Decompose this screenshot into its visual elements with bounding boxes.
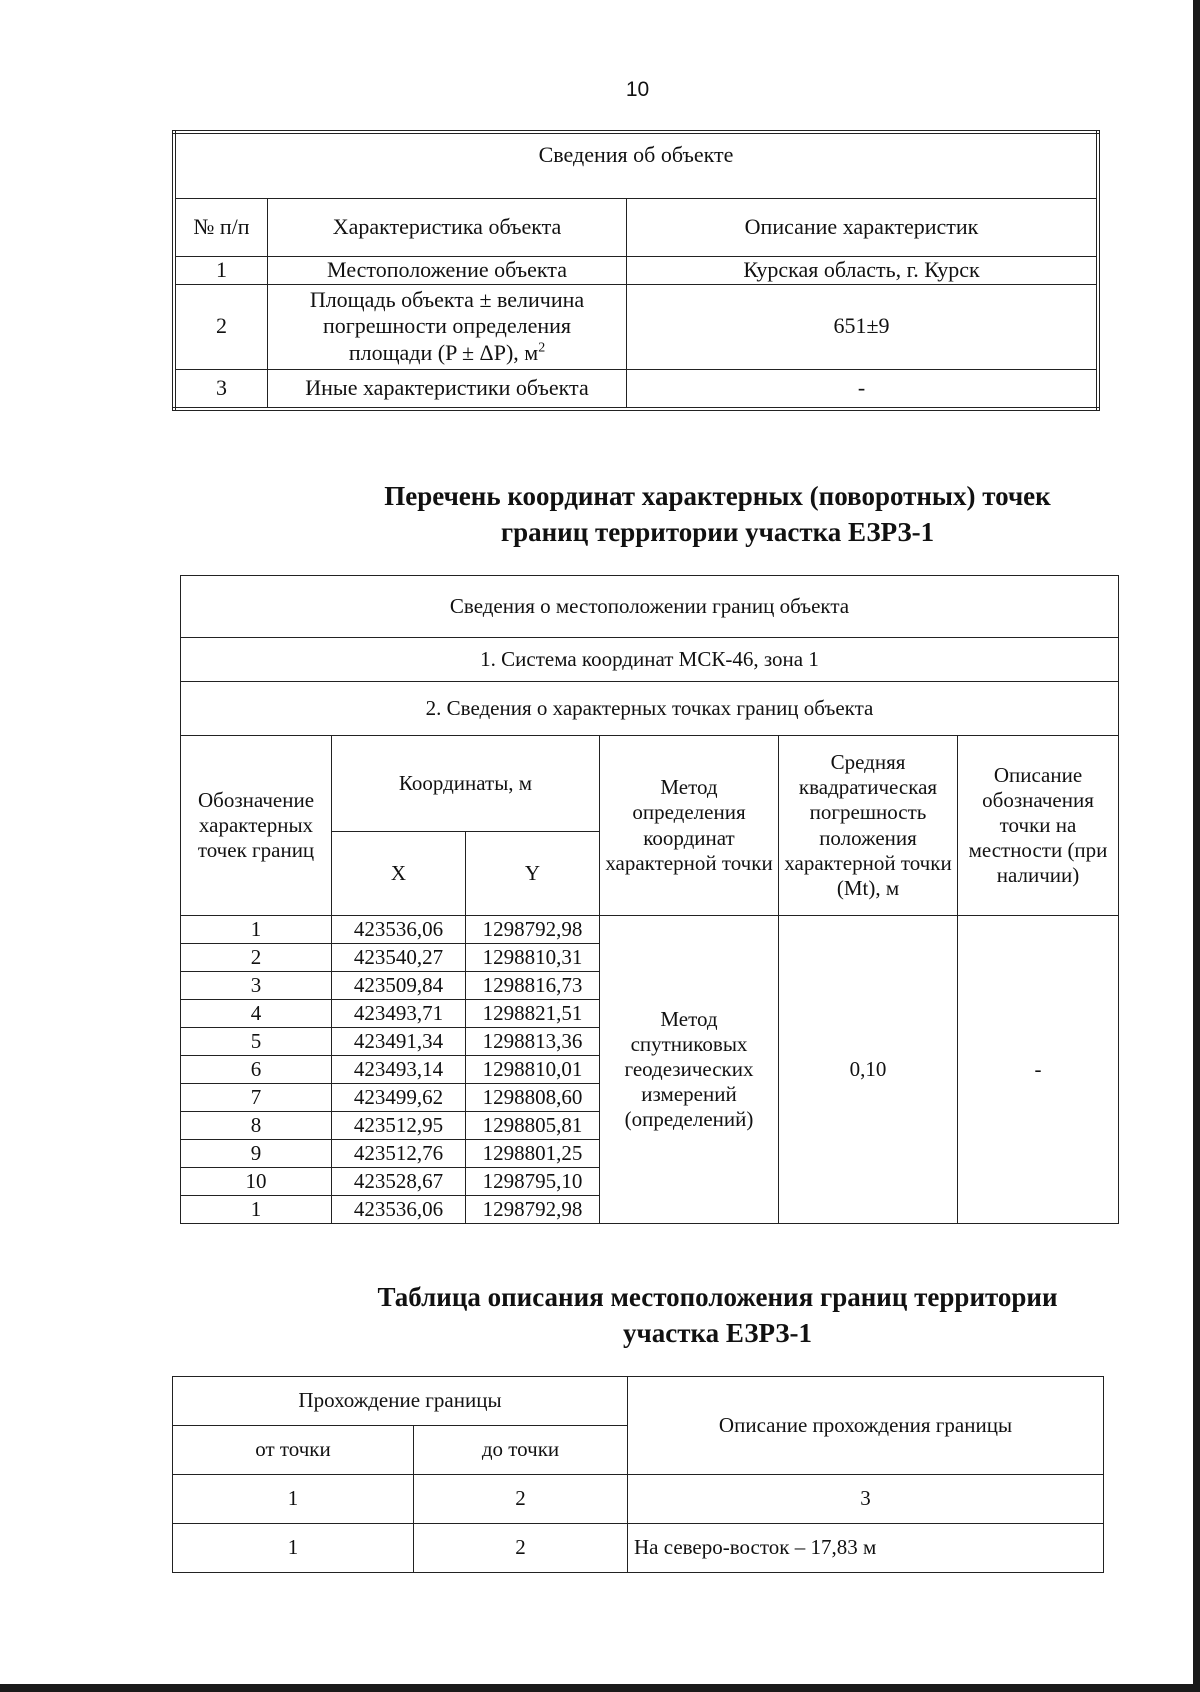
row-description: - [627,369,1099,409]
row-num: 2 [174,284,268,369]
point-x: 423493,71 [332,1000,466,1028]
col-header-point: Обозначение характерных точек границ [181,736,332,916]
page-edge-bottom [0,1684,1200,1692]
column-number: 1 [173,1475,414,1524]
point-label: 5 [181,1028,332,1056]
point-x: 423528,67 [332,1168,466,1196]
col-header-method: Метод определения координат характерной точки [600,736,779,916]
superscript: 2 [538,340,546,356]
point-x: 423536,06 [332,916,466,944]
point-label: 10 [181,1168,332,1196]
column-number: 3 [628,1475,1104,1524]
point-x: 423540,27 [332,944,466,972]
column-number: 2 [414,1475,628,1524]
point-y: 1298813,36 [466,1028,600,1056]
col-header-y: Y [466,832,600,916]
characteristic-line: площади (P ± ΔP), м [348,339,539,365]
col-header-from: от точки [173,1426,414,1475]
row-description: Курская область, г. Курск [627,256,1099,284]
table-row [173,1524,1104,1573]
point-x: 423491,34 [332,1028,466,1056]
point-label: 4 [181,1000,332,1028]
point-label: 8 [181,1112,332,1140]
point-y: 1298792,98 [466,916,600,944]
point-label: 2 [181,944,332,972]
col-header-description: Описание характеристик [627,198,1099,256]
characteristic-line: Площадь объекта ± величина [309,286,585,312]
point-label: 6 [181,1056,332,1084]
col-header-error: Средняя квадратическая погрешность положения характерной точки (Mt), м [779,736,958,916]
heading-line: границ территории участка ЕЗРЗ-1 [500,517,935,547]
heading-line: Перечень координат характерных (поворотных) точек [384,481,1051,511]
point-x: 423512,95 [332,1112,466,1140]
row-num: 1 [174,256,268,284]
point-x: 423512,76 [332,1140,466,1168]
col-header-passage: Прохождение границы [173,1377,628,1426]
object-info-table [172,130,1100,411]
point-y: 1298821,51 [466,1000,600,1028]
coordinate-system: 1. Система координат МСК-46, зона 1 [181,638,1119,682]
col-header-coords: Координаты, м [332,736,600,832]
col-header-to: до точки [414,1426,628,1475]
point-y: 1298792,98 [466,1196,600,1224]
row-characteristic: Местоположение объекта [268,256,627,284]
from-point: 1 [173,1524,414,1573]
point-label: 1 [181,916,332,944]
point-y: 1298805,81 [466,1112,600,1140]
point-label: 7 [181,1084,332,1112]
row-characteristic: Иные характеристики объекта [268,369,627,409]
coords-table-subtitle: 2. Сведения о характерных точках границ объекта [181,682,1119,736]
col-header-num: № п/п [174,198,268,256]
col-header-boundary-desc: Описание прохождения границы [628,1377,1104,1475]
point-x: 423499,62 [332,1084,466,1112]
col-header-characteristic: Характеристика объекта [268,198,627,256]
col-header-x: X [332,832,466,916]
table-row [174,369,1098,409]
point-label: 3 [181,972,332,1000]
point-x: 423493,14 [332,1056,466,1084]
boundary-table [172,1376,1104,1573]
point-label: 9 [181,1140,332,1168]
point-y: 1298801,25 [466,1140,600,1168]
method-value: Метод спутниковых геодезических измерений (определений) [600,916,779,1224]
object-table-title: Сведения об объекте [174,132,1098,198]
coords-table-title: Сведения о местоположении границ объекта [181,576,1119,638]
coords-heading [0,478,1200,550]
error-value: 0,10 [779,916,958,1224]
row-description: 651±9 [627,284,1099,369]
row-num: 3 [174,369,268,409]
point-y: 1298810,31 [466,944,600,972]
to-point: 2 [414,1524,628,1573]
table-row [181,916,1119,944]
table-row [174,256,1098,284]
boundary-description: На северо-восток – 17,83 м [628,1524,1104,1573]
point-y: 1298810,01 [466,1056,600,1084]
point-y: 1298816,73 [466,972,600,1000]
characteristic-line: погрешности определения [322,313,572,339]
point-label: 1 [181,1196,332,1224]
boundary-heading [0,1279,1200,1351]
table-row [174,284,1098,369]
row-characteristic [268,284,627,369]
heading-line: участка ЕЗРЗ-1 [622,1318,813,1348]
point-y: 1298795,10 [466,1168,600,1196]
page-edge-right [1193,0,1200,1692]
page-number: 10 [625,78,650,101]
point-x: 423509,84 [332,972,466,1000]
numbering-row [173,1475,1104,1524]
point-x: 423536,06 [332,1196,466,1224]
point-y: 1298808,60 [466,1084,600,1112]
coordinates-table [180,575,1119,1224]
col-header-desc: Описание обозначения точки на местности (при наличии) [958,736,1119,916]
desc-value: - [958,916,1119,1224]
heading-line: Таблица описания местоположения границ территории [377,1282,1058,1312]
